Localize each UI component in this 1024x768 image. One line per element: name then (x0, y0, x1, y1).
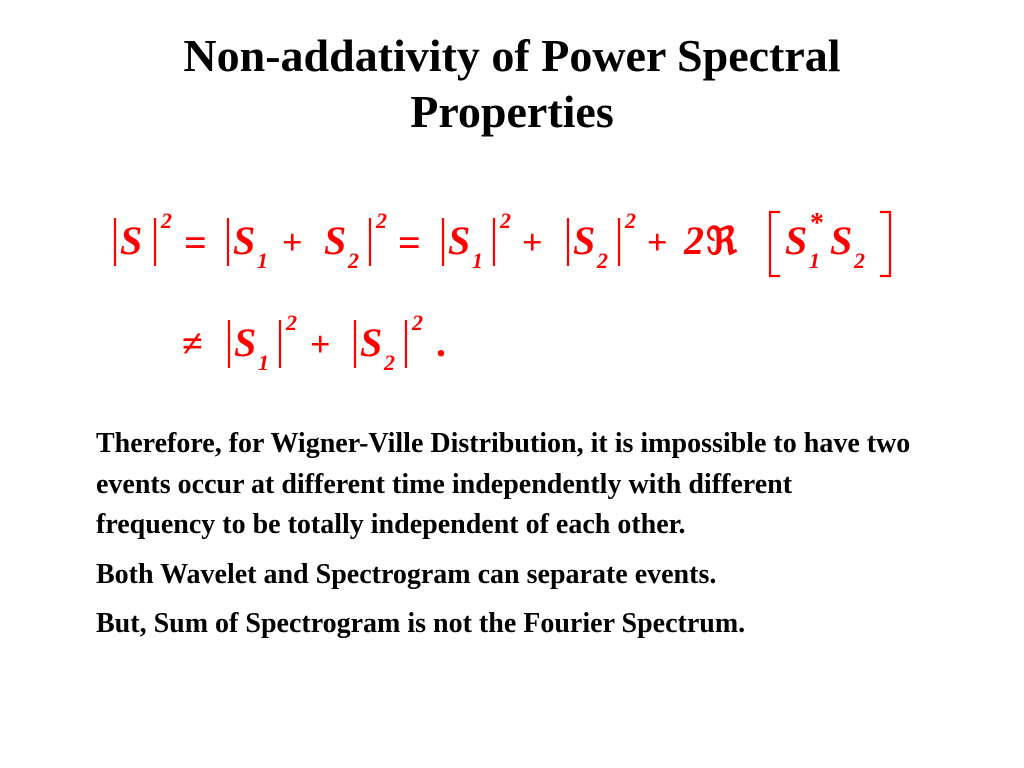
eq-plus-3: + (647, 222, 668, 262)
paragraph-wigner-ville: Therefore, for Wigner-Ville Distribution, it is impossible to have two events occur at different time independently with different frequency to be totally independent of each other. (96, 428, 911, 540)
eq-plus-4: + (310, 324, 331, 364)
eq-delimiters (115, 212, 890, 368)
eq-equals-2: = (398, 220, 421, 265)
eq-s2-b: S (573, 218, 596, 263)
eq-plus-1: + (282, 222, 303, 262)
eq-real-part: ℜ (706, 221, 737, 263)
eq-s1-c: S (785, 218, 808, 263)
eq-s1-d: S (234, 320, 257, 365)
power-spectrum-equation (100, 190, 920, 390)
eq-plus-2: + (522, 222, 543, 262)
body-text (96, 424, 916, 645)
eq-sub2-d: 2 (384, 350, 395, 375)
eq-exp-2: 2 (376, 208, 387, 233)
eq-not-equal: ≠ (182, 323, 203, 365)
eq-exp-1: 2 (161, 208, 172, 233)
eq-equals-1: = (184, 220, 207, 265)
eq-exp-6: 2 (412, 310, 423, 335)
paragraph-spectrogram-sum: But, Sum of Spectrogram is not the Fourier Spectrum. (96, 608, 746, 639)
eq-sub1-c: 1 (809, 248, 820, 273)
eq-conj: * (810, 208, 824, 239)
eq-sub2-b: 2 (597, 248, 608, 273)
eq-sub2-a: 2 (348, 248, 359, 273)
eq-s: S (120, 218, 143, 263)
eq-exp-4: 2 (625, 208, 636, 233)
eq-s2-a: S (324, 218, 347, 263)
slide-title (0, 28, 1024, 140)
eq-exp-3: 2 (500, 208, 511, 233)
paragraph-wavelet: Both Wavelet and Spectrogram can separate events. (96, 558, 717, 590)
eq-s1-a: S (233, 218, 256, 263)
eq-sub1-d: 1 (258, 350, 269, 375)
eq-exp-5: 2 (286, 310, 297, 335)
eq-sub1-a: 1 (257, 248, 268, 273)
eq-sub2-c: 2 (854, 248, 865, 273)
title-line-2: Properties (410, 86, 614, 137)
title-line-1: Non-addativity of Power Spectral (183, 30, 841, 81)
eq-s2-c: S (830, 218, 853, 263)
eq-s1-b: S (448, 218, 471, 263)
eq-two: 2 (684, 218, 704, 263)
eq-sub1-b: 1 (472, 248, 483, 273)
eq-s2-d: S (360, 320, 383, 365)
eq-period: . (436, 320, 446, 365)
